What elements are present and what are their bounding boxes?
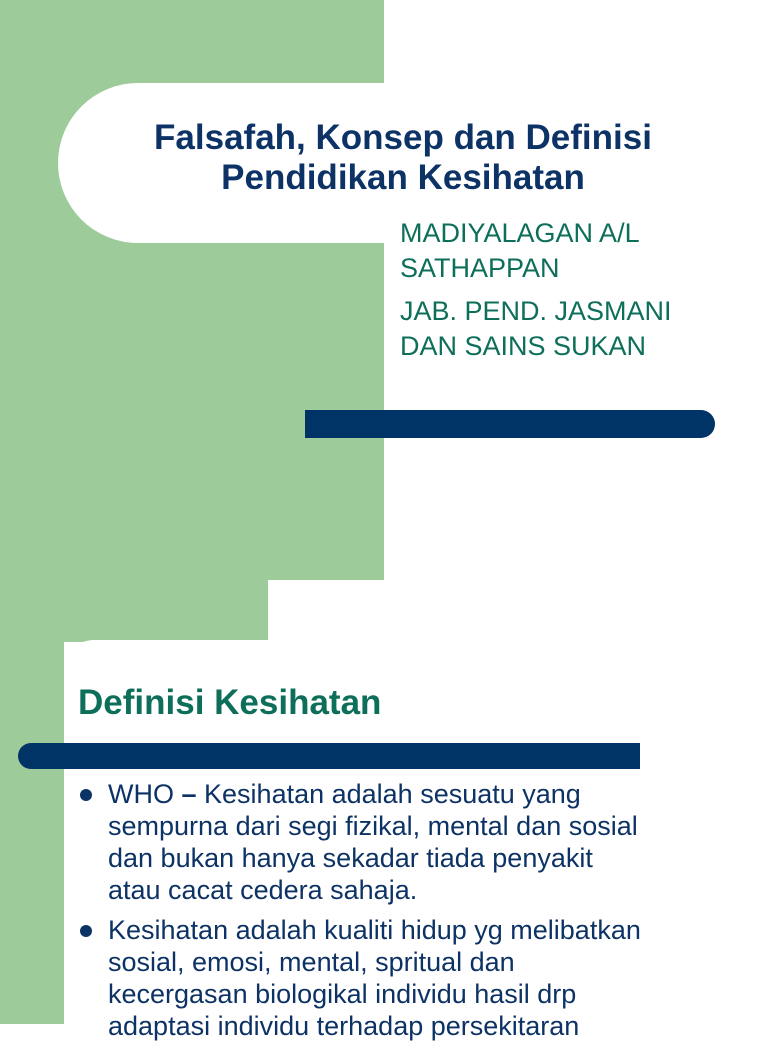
slide-2-green-strip (0, 640, 64, 1024)
bullet-2-line-3: kecergasan biologikal individu hasil drp (108, 979, 577, 1009)
bullet-1-line-4: atau cacat cedera sahaja. (108, 875, 418, 905)
bullet-1-line-2: sempurna dari segi fizikal, mental dan sosial (108, 811, 638, 841)
slide-1-author (400, 216, 740, 286)
slide-1-title (98, 118, 708, 198)
slide-2-bullet-list (78, 778, 728, 1050)
bullet-1-dash: – (181, 779, 197, 809)
bullet-1-line-1 (108, 778, 728, 810)
bullet-dot-icon (80, 789, 92, 801)
slide-1-author-line-2: SATHAPPAN (400, 253, 560, 283)
bullet-1-prefix: WHO (108, 779, 182, 809)
list-item (78, 914, 728, 1042)
slide-1-title-line-1: Falsafah, Konsep dan Definisi (154, 118, 652, 157)
bullet-1-line-1-text: Kesihatan adalah sesuatu yang (196, 779, 581, 809)
slide-1-subtitle (400, 216, 740, 372)
bullet-dot-icon (80, 925, 92, 937)
slide-1-department-line-1: JAB. PEND. JASMANI (400, 296, 672, 326)
bullet-2-line-1: Kesihatan adalah kualiti hidup yg melibatkan (108, 915, 641, 945)
bullet-2-line-4: adaptasi individu terhadap persekitaran (108, 1011, 580, 1041)
slide-1-department-line-2: DAN SAINS SUKAN (400, 331, 647, 361)
slide-gap-green-block (0, 578, 268, 642)
slide-1-divider-bar (305, 410, 715, 438)
bullet-2-line-2: sosial, emosi, mental, spritual dan (108, 947, 515, 977)
bullet-1-line-3: dan bukan hanya sekadar tiada penyakit (108, 843, 593, 873)
slide-2-heading: Definisi Kesihatan (78, 683, 382, 722)
slide-2-divider-bar (18, 743, 640, 769)
slide-1-author-line-1: MADIYALAGAN A/L (400, 218, 640, 248)
list-item (78, 778, 728, 906)
slide-1-title-line-2: Pendidikan Kesihatan (221, 158, 585, 197)
slide-1-department (400, 294, 740, 364)
